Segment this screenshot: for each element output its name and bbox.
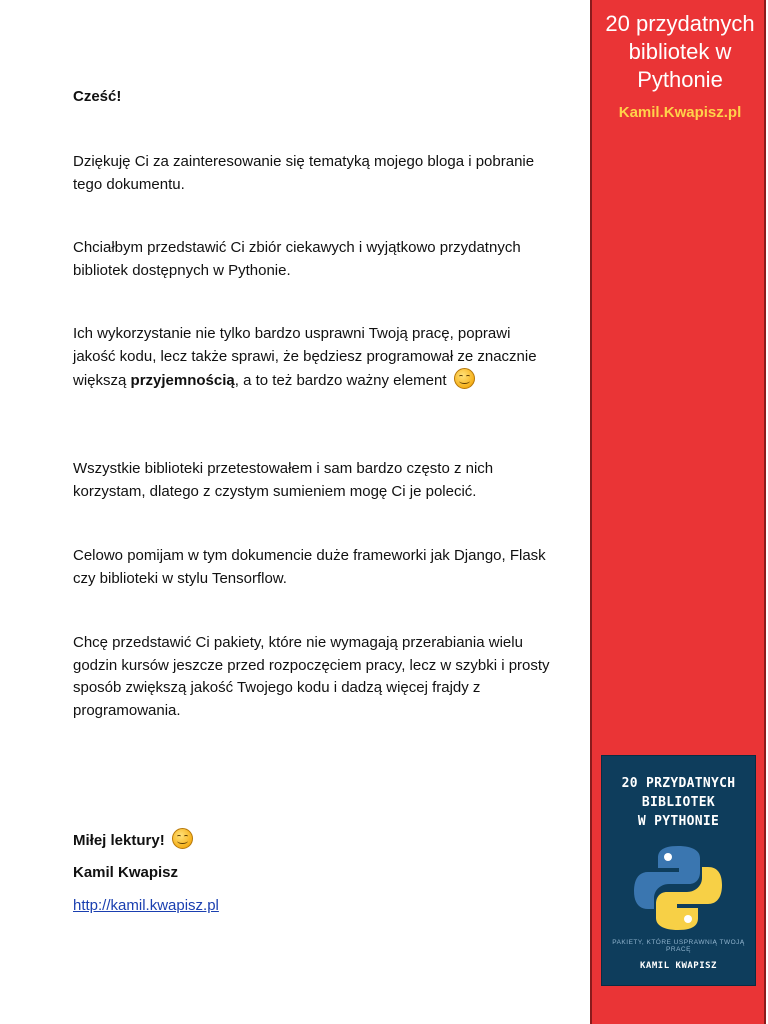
paragraph-benefits [73, 323, 553, 393]
cover-title-line: BIBLIOTEK [641, 795, 716, 810]
python-logo-icon [632, 844, 724, 932]
greeting: Cześć! [73, 88, 122, 105]
cover-title-line: 20 PRZYDATNYCH [621, 776, 736, 791]
smiling-face-icon [454, 368, 475, 389]
paragraph-intro: Chciałbym przedstawić Ci zbiór ciekawych i wyjątkowo przydatnych bibliotek dostępnych w Pythonie. [73, 239, 521, 279]
paragraph-packages: Chcę przedstawić Ci pakiety, które nie wymagają przerabiania wielu godzin kursów jeszcze przed rozpoczęciem pracy, lecz w szybki i prosty sposób zwiększą jakość Twojego kodu i dadzą więcej frajdy z programowania. [73, 634, 550, 719]
book-cover [602, 756, 755, 985]
closing-text: Miłej lektury! [73, 832, 165, 849]
sidebar-site: Kamil.Kwapisz.pl [618, 104, 742, 121]
sidebar-title: 20 przydatnych bibliotek w Pythonie [605, 11, 755, 92]
cover-subtitle: PAKIETY, KTÓRE USPRAWNIĄ TWOJĄ PRACĘ [612, 939, 745, 953]
website-line [73, 895, 553, 918]
signature: Kamil Kwapisz [73, 864, 179, 881]
emphasis-text: przyjemnością [130, 372, 235, 389]
cover-author: KAMIL KWAPISZ [640, 961, 717, 971]
paragraph-benefits-end: , a to też bardzo ważny element [234, 372, 447, 389]
paragraph-benefits-text: Ich wykorzystanie nie tylko bardzo usprawni Twoją pracę, poprawi jakość kodu, lecz także sprawi, że będziesz programował ze znacznie większą [73, 325, 537, 389]
smiling-face-icon [172, 828, 193, 849]
cover-title-line: W PYTHONIE [637, 814, 720, 829]
website-link[interactable]: http://kamil.kwapisz.pl [73, 897, 219, 914]
closing-line [73, 828, 553, 853]
cover-title [602, 774, 755, 831]
paragraph-thanks: Dziękuję Ci za zainteresowanie się tematyką mojego bloga i pobranie tego dokumentu. [73, 153, 535, 193]
paragraph-tested: Wszystkie biblioteki przetestowałem i sam bardzo często z nich korzystam, dlatego z czystym sumieniem mogę Ci je polecić. [73, 460, 494, 500]
paragraph-frameworks: Celowo pomijam w tym dokumencie duże frameworki jak Django, Flask czy biblioteki w stylu Tensorflow. [73, 547, 546, 587]
